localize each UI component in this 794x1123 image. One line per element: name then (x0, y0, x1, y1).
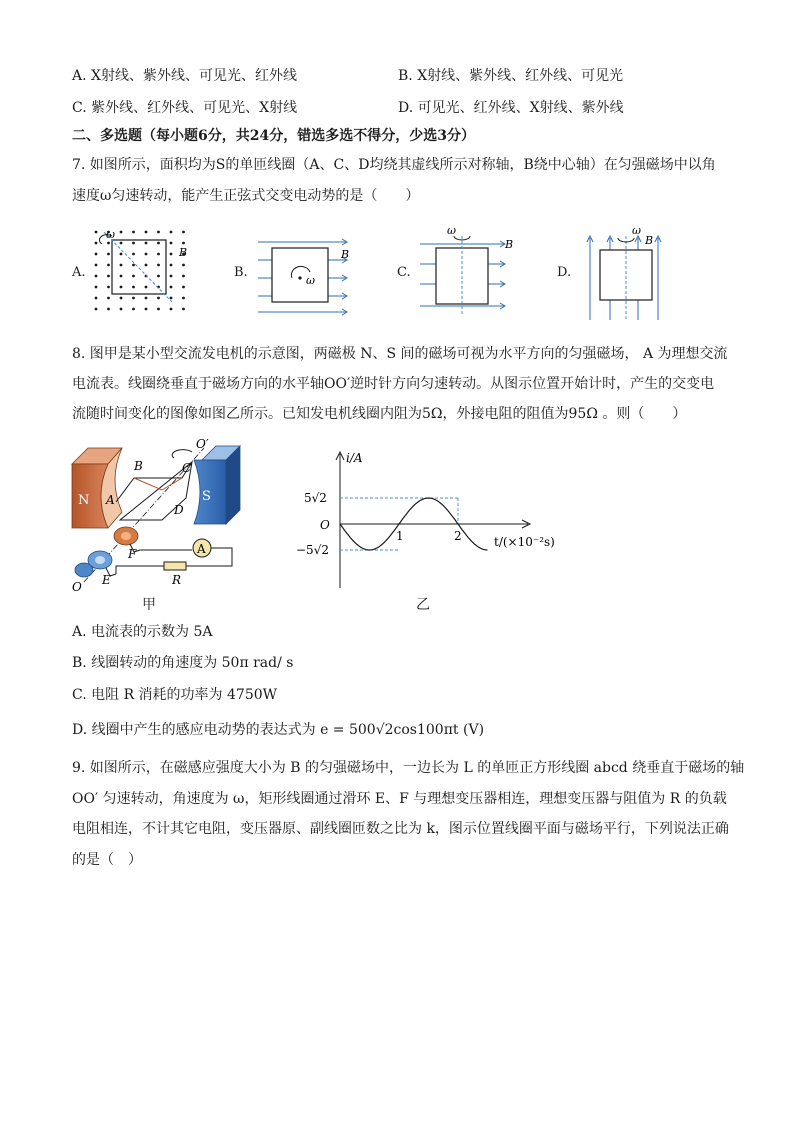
field-dot (170, 264, 173, 267)
q8-current-graph (290, 448, 580, 598)
field-dot (95, 242, 98, 245)
wire-bottom (116, 566, 164, 574)
magnet-s-label: S (202, 489, 211, 504)
q9-line2: OO′ 匀速转动，角速度为 ω，矩形线圈通过滑环 E、F 与理想变压器相连，理想变压器与阻值为 R 的负载 (72, 791, 727, 807)
field-label: B (341, 248, 350, 261)
field-dot (145, 231, 148, 234)
field-dot (182, 231, 185, 234)
field-dot (132, 264, 135, 267)
field-dot (132, 297, 135, 300)
q6-option-c: C. 紫外线、红外线、可见光、X射线 (72, 100, 298, 116)
field-dot (182, 242, 185, 245)
field-dot (182, 286, 185, 289)
field-dot (182, 264, 185, 267)
omega-label: ω (306, 274, 315, 287)
field-dot (170, 286, 173, 289)
field-dot (95, 231, 98, 234)
field-dot (120, 297, 123, 300)
q6-option-b: B. X射线、紫外线、红外线、可见光 (398, 68, 624, 84)
field-dot (170, 242, 173, 245)
q8-line3: 流随时间变化的图像如图乙所示。已知发电机线圈内阻为5Ω，外接电阻的阻值为95Ω 。则（ ） (72, 406, 687, 422)
field-dot (132, 275, 135, 278)
label-d: D (174, 503, 184, 517)
q7-fig-label-b: B. (234, 265, 248, 280)
q8-line1: 8. 图甲是某小型交流发电机的示意图，两磁极 N、S 间的磁场可视为水平方向的匀强磁场， A 为理想交流 (72, 346, 728, 362)
field-dot (157, 253, 160, 256)
label-b: B (134, 459, 143, 473)
q7-line1: 7. 如图所示，面积均为S的单匝线圈（A、C、D均绕其虚线所示对称轴，B绕中心轴）在匀强磁场中以角 (72, 157, 716, 173)
field-dot (95, 275, 98, 278)
field-dot (95, 286, 98, 289)
fig-jia-label: 甲 (142, 597, 156, 613)
field-dot (145, 297, 148, 300)
field-dot (107, 297, 110, 300)
rotation-arrow-icon (172, 450, 192, 458)
field-dot (182, 275, 185, 278)
field-dot (145, 308, 148, 311)
y-tick-positive: 5√2 (304, 491, 327, 505)
q7-figure-b (258, 232, 358, 314)
section2-heading: 二、多选题（每小题6分，共24分，错选多选不得分，少选3分） (72, 128, 475, 144)
field-label: B (179, 246, 188, 259)
field-dot (157, 297, 160, 300)
field-dot (132, 308, 135, 311)
q7-figure-c (420, 222, 520, 316)
slip-ring-e-inner (95, 556, 105, 564)
center-axis (298, 276, 301, 279)
field-dot (120, 308, 123, 311)
label-r: R (172, 573, 182, 587)
q7-fig-label-a: A. (72, 265, 86, 280)
field-dot (95, 264, 98, 267)
field-dot (107, 253, 110, 256)
label-a: A (106, 493, 115, 507)
field-dot (182, 308, 185, 311)
label-o-prime: O′ (196, 437, 209, 451)
slip-ring-e-outer (75, 563, 93, 577)
field-dot (107, 275, 110, 278)
q8-option-c: C. 电阻 R 消耗的功率为 4750W (72, 687, 278, 703)
field-dot (170, 231, 173, 234)
field-dot (120, 253, 123, 256)
magnet-n-label: N (78, 493, 90, 508)
q9-line3: 电阻相连，不计其它电阻，变压器原、副线圈匝数之比为 k，图示位置线圈平面与磁场平行，下列说法正确 (72, 821, 729, 837)
field-dot (95, 308, 98, 311)
field-dot (107, 286, 110, 289)
field-dot (157, 231, 160, 234)
q7-fig-label-d: D. (557, 265, 572, 280)
field-dot (132, 242, 135, 245)
q7-line2: 速度ω匀速转动，能产生正弦式交变电动势的是（ ） (72, 188, 420, 204)
field-dot (170, 308, 173, 311)
ammeter-label: A (197, 542, 206, 556)
field-dot (157, 242, 160, 245)
field-dot (120, 275, 123, 278)
field-label: B (505, 238, 514, 251)
omega-label: ω (447, 224, 456, 237)
fig-yi-label: 乙 (416, 597, 430, 613)
q6-options-row2 (0, 98, 794, 118)
field-dot (107, 308, 110, 311)
omega-label: ω (106, 228, 115, 241)
label-f: F (128, 547, 137, 561)
field-dot (120, 264, 123, 267)
field-dot (157, 308, 160, 311)
coil (272, 248, 328, 302)
field-dot (107, 264, 110, 267)
slip-ring-f-inner (121, 532, 131, 540)
field-dot (145, 264, 148, 267)
field-dot (145, 253, 148, 256)
field-dot (170, 275, 173, 278)
x-tick-2: 2 (454, 529, 462, 543)
field-dot (95, 253, 98, 256)
label-e: E (102, 573, 111, 587)
q8-line2: 电流表。线圈绕垂直于磁场方向的水平轴OO′逆时针方向匀速转动。从图示位置开始计时，产生的交变电 (72, 376, 715, 392)
origin-label: O (320, 518, 330, 532)
x-tick-1: 1 (396, 529, 404, 543)
field-dot (157, 264, 160, 267)
label-c: C (182, 461, 192, 475)
q6-option-a: A. X射线、紫外线、可见光、红外线 (72, 68, 297, 84)
field-dot (145, 242, 148, 245)
q8-option-d: D. 线圈中产生的感应电动势的表达式为 e = 500√2cos100πt (V) (72, 722, 485, 738)
coil-side (134, 478, 182, 490)
q9-line4: 的是（ ） (72, 852, 142, 868)
q6-options-row1 (0, 66, 794, 86)
q8-option-b: B. 线圈转动的角速度为 50π rad/ s (72, 655, 294, 671)
label-o: O (72, 580, 82, 594)
field-dot (95, 297, 98, 300)
field-dot (170, 253, 173, 256)
q9-line1: 9. 如图所示，在磁感应强度大小为 B 的匀强磁场中，一边长为 L 的单匝正方形线圈 abcd 绕垂直于磁场的轴 (72, 760, 745, 776)
q7-fig-label-c: C. (397, 265, 411, 280)
resistor (164, 562, 186, 570)
rotation-axis (104, 232, 172, 302)
field-dots (95, 231, 188, 311)
q7-figure-a (90, 226, 200, 326)
field-dot (170, 297, 173, 300)
q7-figure-d (580, 224, 680, 320)
field-dot (132, 231, 135, 234)
field-dot (107, 242, 110, 245)
field-dot (120, 242, 123, 245)
q8-generator-figure (64, 432, 254, 602)
q8-option-a: A. 电流表的示数为 5A (72, 624, 213, 640)
field-dot (132, 253, 135, 256)
y-axis-label: i/A (346, 451, 363, 465)
field-label: B (645, 234, 654, 247)
field-dot (120, 286, 123, 289)
omega-label: ω (632, 224, 641, 237)
field-dot (132, 286, 135, 289)
magnet-s-side (226, 446, 240, 524)
field-dot (120, 231, 123, 234)
field-dot (182, 297, 185, 300)
field-dot (145, 286, 148, 289)
y-tick-negative: −5√2 (296, 543, 329, 557)
q6-option-d: D. 可见光、红外线、X射线、紫外线 (398, 100, 624, 116)
field-dot (157, 275, 160, 278)
x-axis-label: t/(×10⁻²s) (494, 535, 555, 549)
